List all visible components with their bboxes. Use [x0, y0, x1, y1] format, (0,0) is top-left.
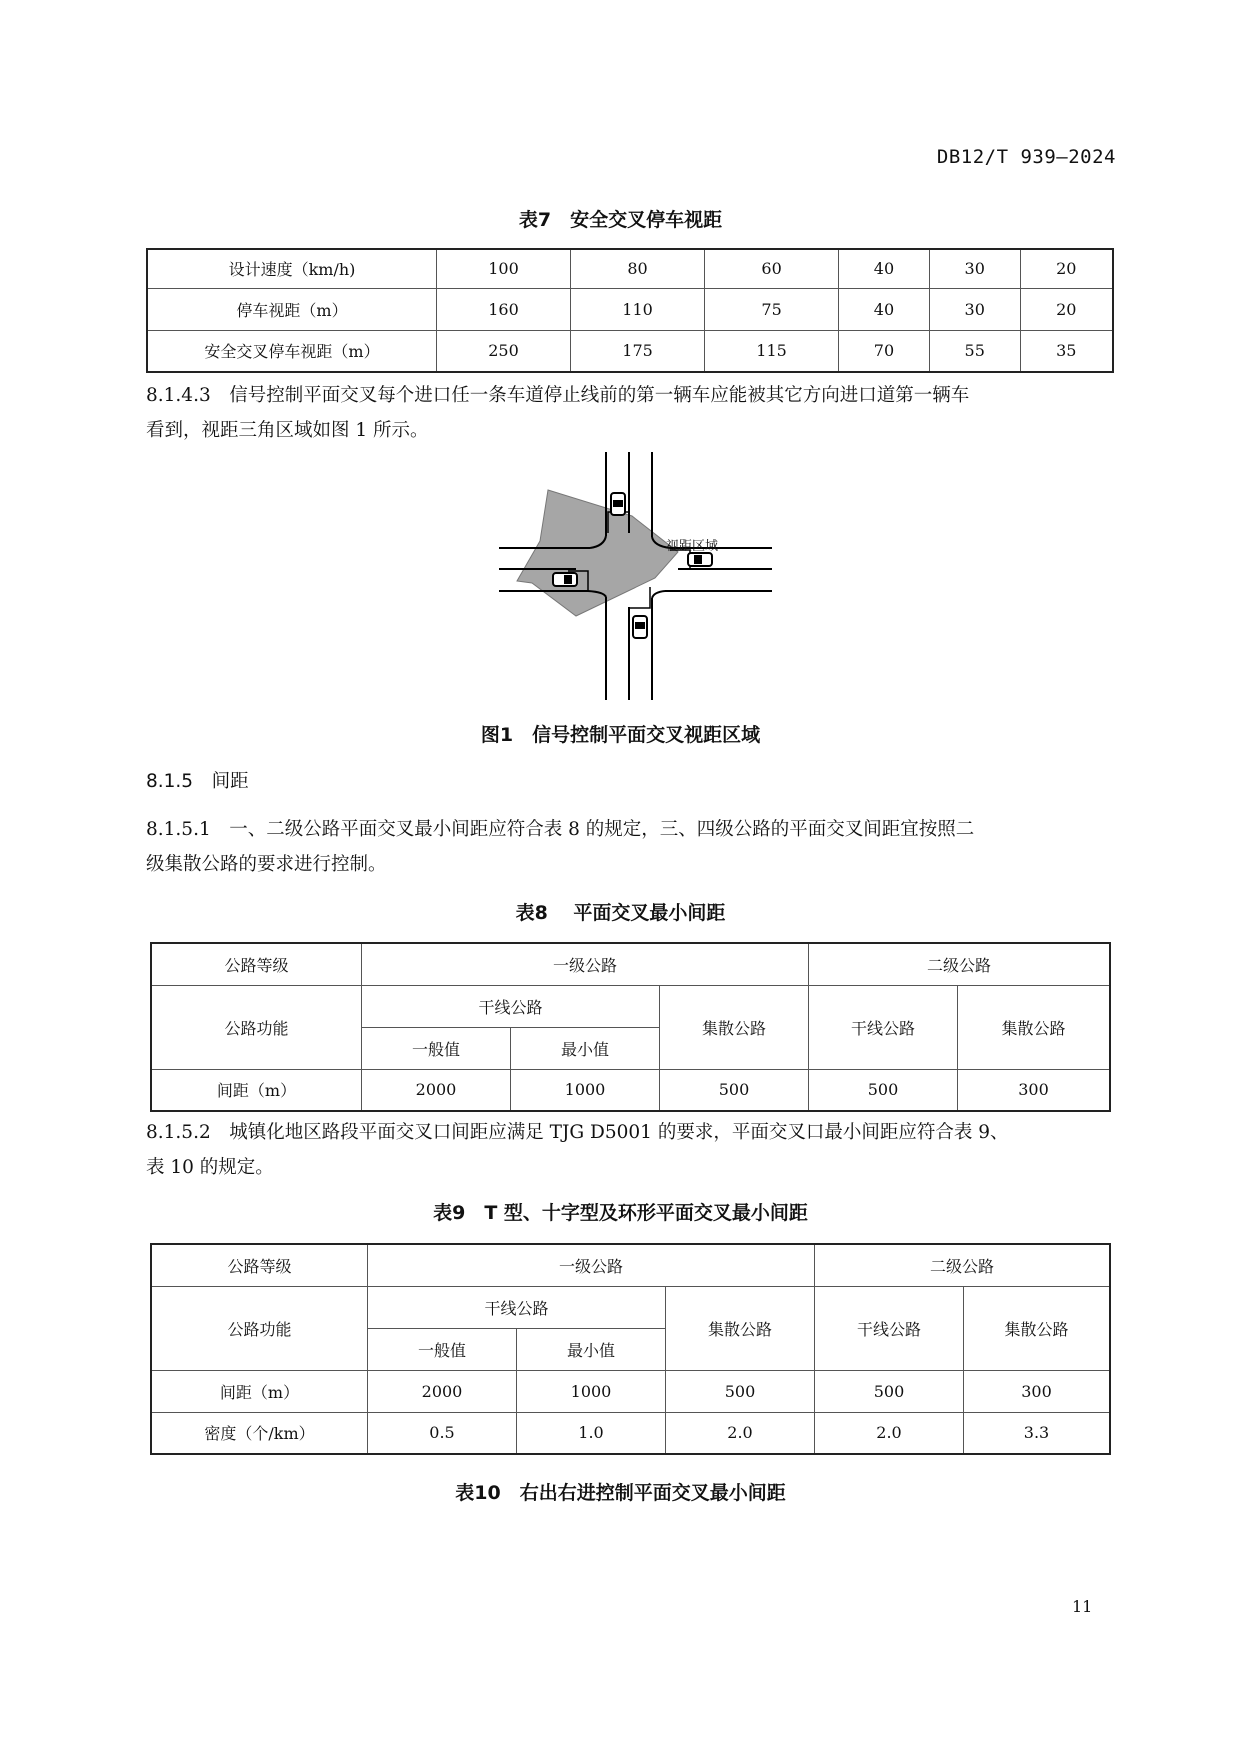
car-icon [633, 616, 647, 638]
car-icon [611, 493, 625, 515]
table-row [151, 1069, 1110, 1111]
row-label: 密度（个/km） [151, 1412, 368, 1454]
figure1-intersection-diagram [480, 440, 780, 704]
paragraph-8-1-4-3 [146, 378, 1116, 448]
cell: 30 [929, 288, 1020, 330]
car-icon [553, 573, 577, 586]
table9-caption: 表9 T 型、十字型及环形平面交叉最小间距 [433, 1202, 808, 1224]
header-cell: 干线公路 [368, 1286, 666, 1328]
cell: 1.0 [517, 1412, 666, 1454]
cell: 3.3 [964, 1412, 1111, 1454]
header-cell: 集散公路 [958, 985, 1111, 1069]
header-cell: 二级公路 [815, 1244, 1111, 1286]
cell: 80 [571, 249, 705, 288]
table10-caption: 表10 右出右进控制平面交叉最小间距 [455, 1482, 786, 1504]
header-cell: 公路功能 [151, 1286, 368, 1370]
cell: 40 [839, 288, 930, 330]
cell: 300 [964, 1370, 1111, 1412]
row-label: 停车视距（m） [147, 288, 437, 330]
cell: 160 [437, 288, 571, 330]
cell: 2.0 [666, 1412, 815, 1454]
header-cell: 最小值 [517, 1328, 666, 1370]
cell: 35 [1020, 330, 1113, 372]
header-cell: 干线公路 [362, 985, 660, 1027]
table-row [151, 943, 1110, 985]
cell: 60 [705, 249, 839, 288]
cell: 500 [660, 1069, 809, 1111]
header-cell: 一般值 [362, 1027, 511, 1069]
sight-distance-zone [517, 490, 678, 616]
cell: 500 [666, 1370, 815, 1412]
car-icon [688, 553, 712, 566]
cell: 20 [1020, 249, 1113, 288]
table-row [147, 249, 1113, 288]
text-line: 8.1.4.3 信号控制平面交叉每个进口任一条车道停止线前的第一辆车应能被其它方向进口道第一辆车 [146, 385, 970, 406]
cell: 55 [929, 330, 1020, 372]
text-line: 8.1.5.2 城镇化地区路段平面交叉口间距应满足 TJG D5001 的要求，平面交叉口最小间距应符合表 9、 [146, 1122, 1009, 1143]
cell: 115 [705, 330, 839, 372]
cell: 70 [839, 330, 930, 372]
section-heading-8-1-5: 8.1.5 间距 [146, 771, 249, 792]
table7 [146, 248, 1114, 373]
text-line: 8.1.5.1 一、二级公路平面交叉最小间距应符合表 8 的规定，三、四级公路的平面交叉间距宜按照二 [146, 819, 975, 840]
cell: 500 [815, 1370, 964, 1412]
page-number: 11 [1072, 1597, 1093, 1616]
document-number: DB12/T 939—2024 [936, 146, 1116, 168]
row-label: 安全交叉停车视距（m） [147, 330, 437, 372]
header-cell: 一般值 [368, 1328, 517, 1370]
header-cell: 集散公路 [666, 1286, 815, 1370]
table-row [151, 1412, 1110, 1454]
header-cell: 干线公路 [815, 1286, 964, 1370]
cell: 500 [809, 1069, 958, 1111]
table7-caption: 表7 安全交叉停车视距 [518, 209, 723, 231]
table8-caption: 表8 平面交叉最小间距 [515, 902, 726, 924]
cell: 0.5 [368, 1412, 517, 1454]
header-cell: 公路等级 [151, 943, 362, 985]
row-label: 设计速度（km/h) [147, 249, 437, 288]
paragraph-8-1-5-2 [146, 1115, 1116, 1185]
cell: 1000 [511, 1069, 660, 1111]
cell: 250 [437, 330, 571, 372]
header-cell: 二级公路 [809, 943, 1111, 985]
intersection-diagram [480, 440, 780, 700]
text-line: 级集散公路的要求进行控制。 [146, 854, 387, 875]
header-cell: 干线公路 [809, 985, 958, 1069]
cell: 175 [571, 330, 705, 372]
text-line: 表 10 的规定。 [146, 1157, 274, 1178]
table8 [150, 942, 1111, 1112]
row-label: 间距（m） [151, 1069, 362, 1111]
paragraph-8-1-5-1 [146, 812, 1116, 882]
figure1-caption: 图1 信号控制平面交叉视距区域 [480, 724, 761, 746]
header-cell: 公路功能 [151, 985, 362, 1069]
cell: 2.0 [815, 1412, 964, 1454]
cell: 30 [929, 249, 1020, 288]
header-cell: 一级公路 [362, 943, 809, 985]
table-row [147, 288, 1113, 330]
table-row [151, 985, 1110, 1027]
header-cell: 集散公路 [660, 985, 809, 1069]
cell: 300 [958, 1069, 1111, 1111]
table-row [147, 330, 1113, 372]
header-cell: 最小值 [511, 1027, 660, 1069]
cell: 1000 [517, 1370, 666, 1412]
cell: 100 [437, 249, 571, 288]
row-label: 间距（m） [151, 1370, 368, 1412]
cell: 75 [705, 288, 839, 330]
cell: 2000 [368, 1370, 517, 1412]
cell: 110 [571, 288, 705, 330]
header-cell: 公路等级 [151, 1244, 368, 1286]
text-line: 看到，视距三角区域如图 1 所示。 [146, 420, 429, 441]
table-row [151, 1286, 1110, 1328]
cell: 2000 [362, 1069, 511, 1111]
cell: 20 [1020, 288, 1113, 330]
table-row [151, 1244, 1110, 1286]
sight-zone-label: 视距区域 [666, 539, 719, 554]
header-cell: 一级公路 [368, 1244, 815, 1286]
cell: 40 [839, 249, 930, 288]
header-cell: 集散公路 [964, 1286, 1111, 1370]
table9 [150, 1243, 1111, 1455]
table-row [151, 1370, 1110, 1412]
